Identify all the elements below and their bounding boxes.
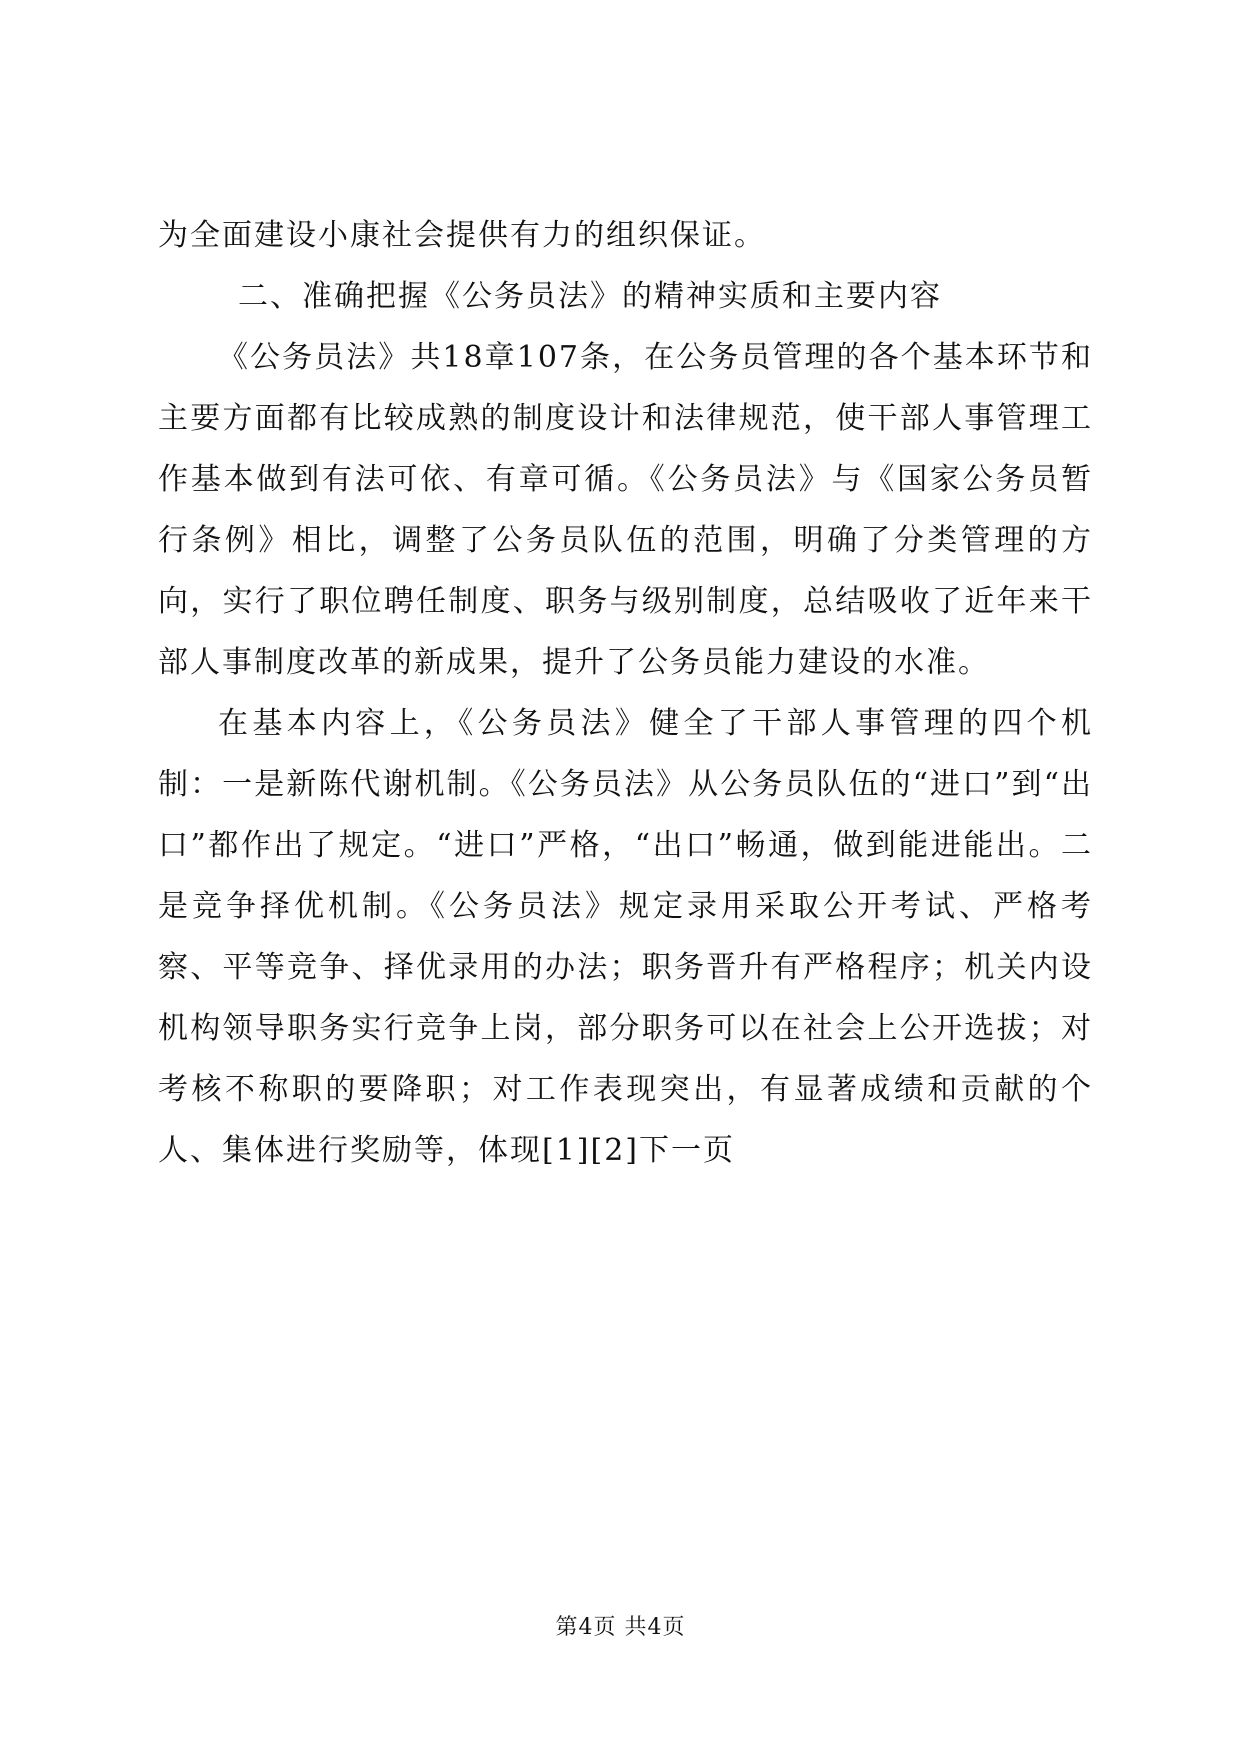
page-link-2[interactable]: [2] [590, 1133, 639, 1168]
paragraph-continuation: 为全面建设小康社会提供有力的组织保证。 [158, 218, 766, 253]
paragraph-mechanisms-text: 在基本内容上，《公务员法》健全了干部人事管理的四个机制：一是新陈代谢机制。《公务员法》从公务员队伍的“进口”到“出口”都作出了规定。“进口”严格，“出口”畅通，做到能进能出。二是竞争择优机制。《公务员法》规定录用采取公开考试、严格考察、平等竞争、择优录用的办法；职务晋升有严格程序；机关内设机构领导职务实行竞争上岗，部分职务可以在社会上公开选拔；对考核不称职的要降职；对工作表现突出，有显著成绩和贡献的个人、集体进行奖励等，体现 [158, 706, 1093, 1168]
page-footer: 第4页 共4页 [555, 1615, 686, 1640]
section-heading: 二、准确把握《公务员法》的精神实质和主要内容 [238, 279, 942, 314]
paragraph-overview: 《公务员法》共18章107条，在公务员管理的各个基本环节和主要方面都有比较成熟的制度设计和法律规范，使干部人事管理工作基本做到有法可依、有章可循。《公务员法》与《国家公务员暂行条例》相比，调整了公务员队伍的范围，明确了分类管理的方向，实行了职位聘任制度、职务与级别制度，总结吸收了近年来干部人事制度改革的新成果，提升了公务员能力建设的水准。 [158, 340, 1093, 680]
page-link-1[interactable]: [1] [542, 1133, 591, 1168]
next-page-link[interactable]: 下一页 [639, 1133, 735, 1168]
document-body [158, 205, 1093, 1181]
paragraph-mechanisms [158, 693, 1093, 1181]
